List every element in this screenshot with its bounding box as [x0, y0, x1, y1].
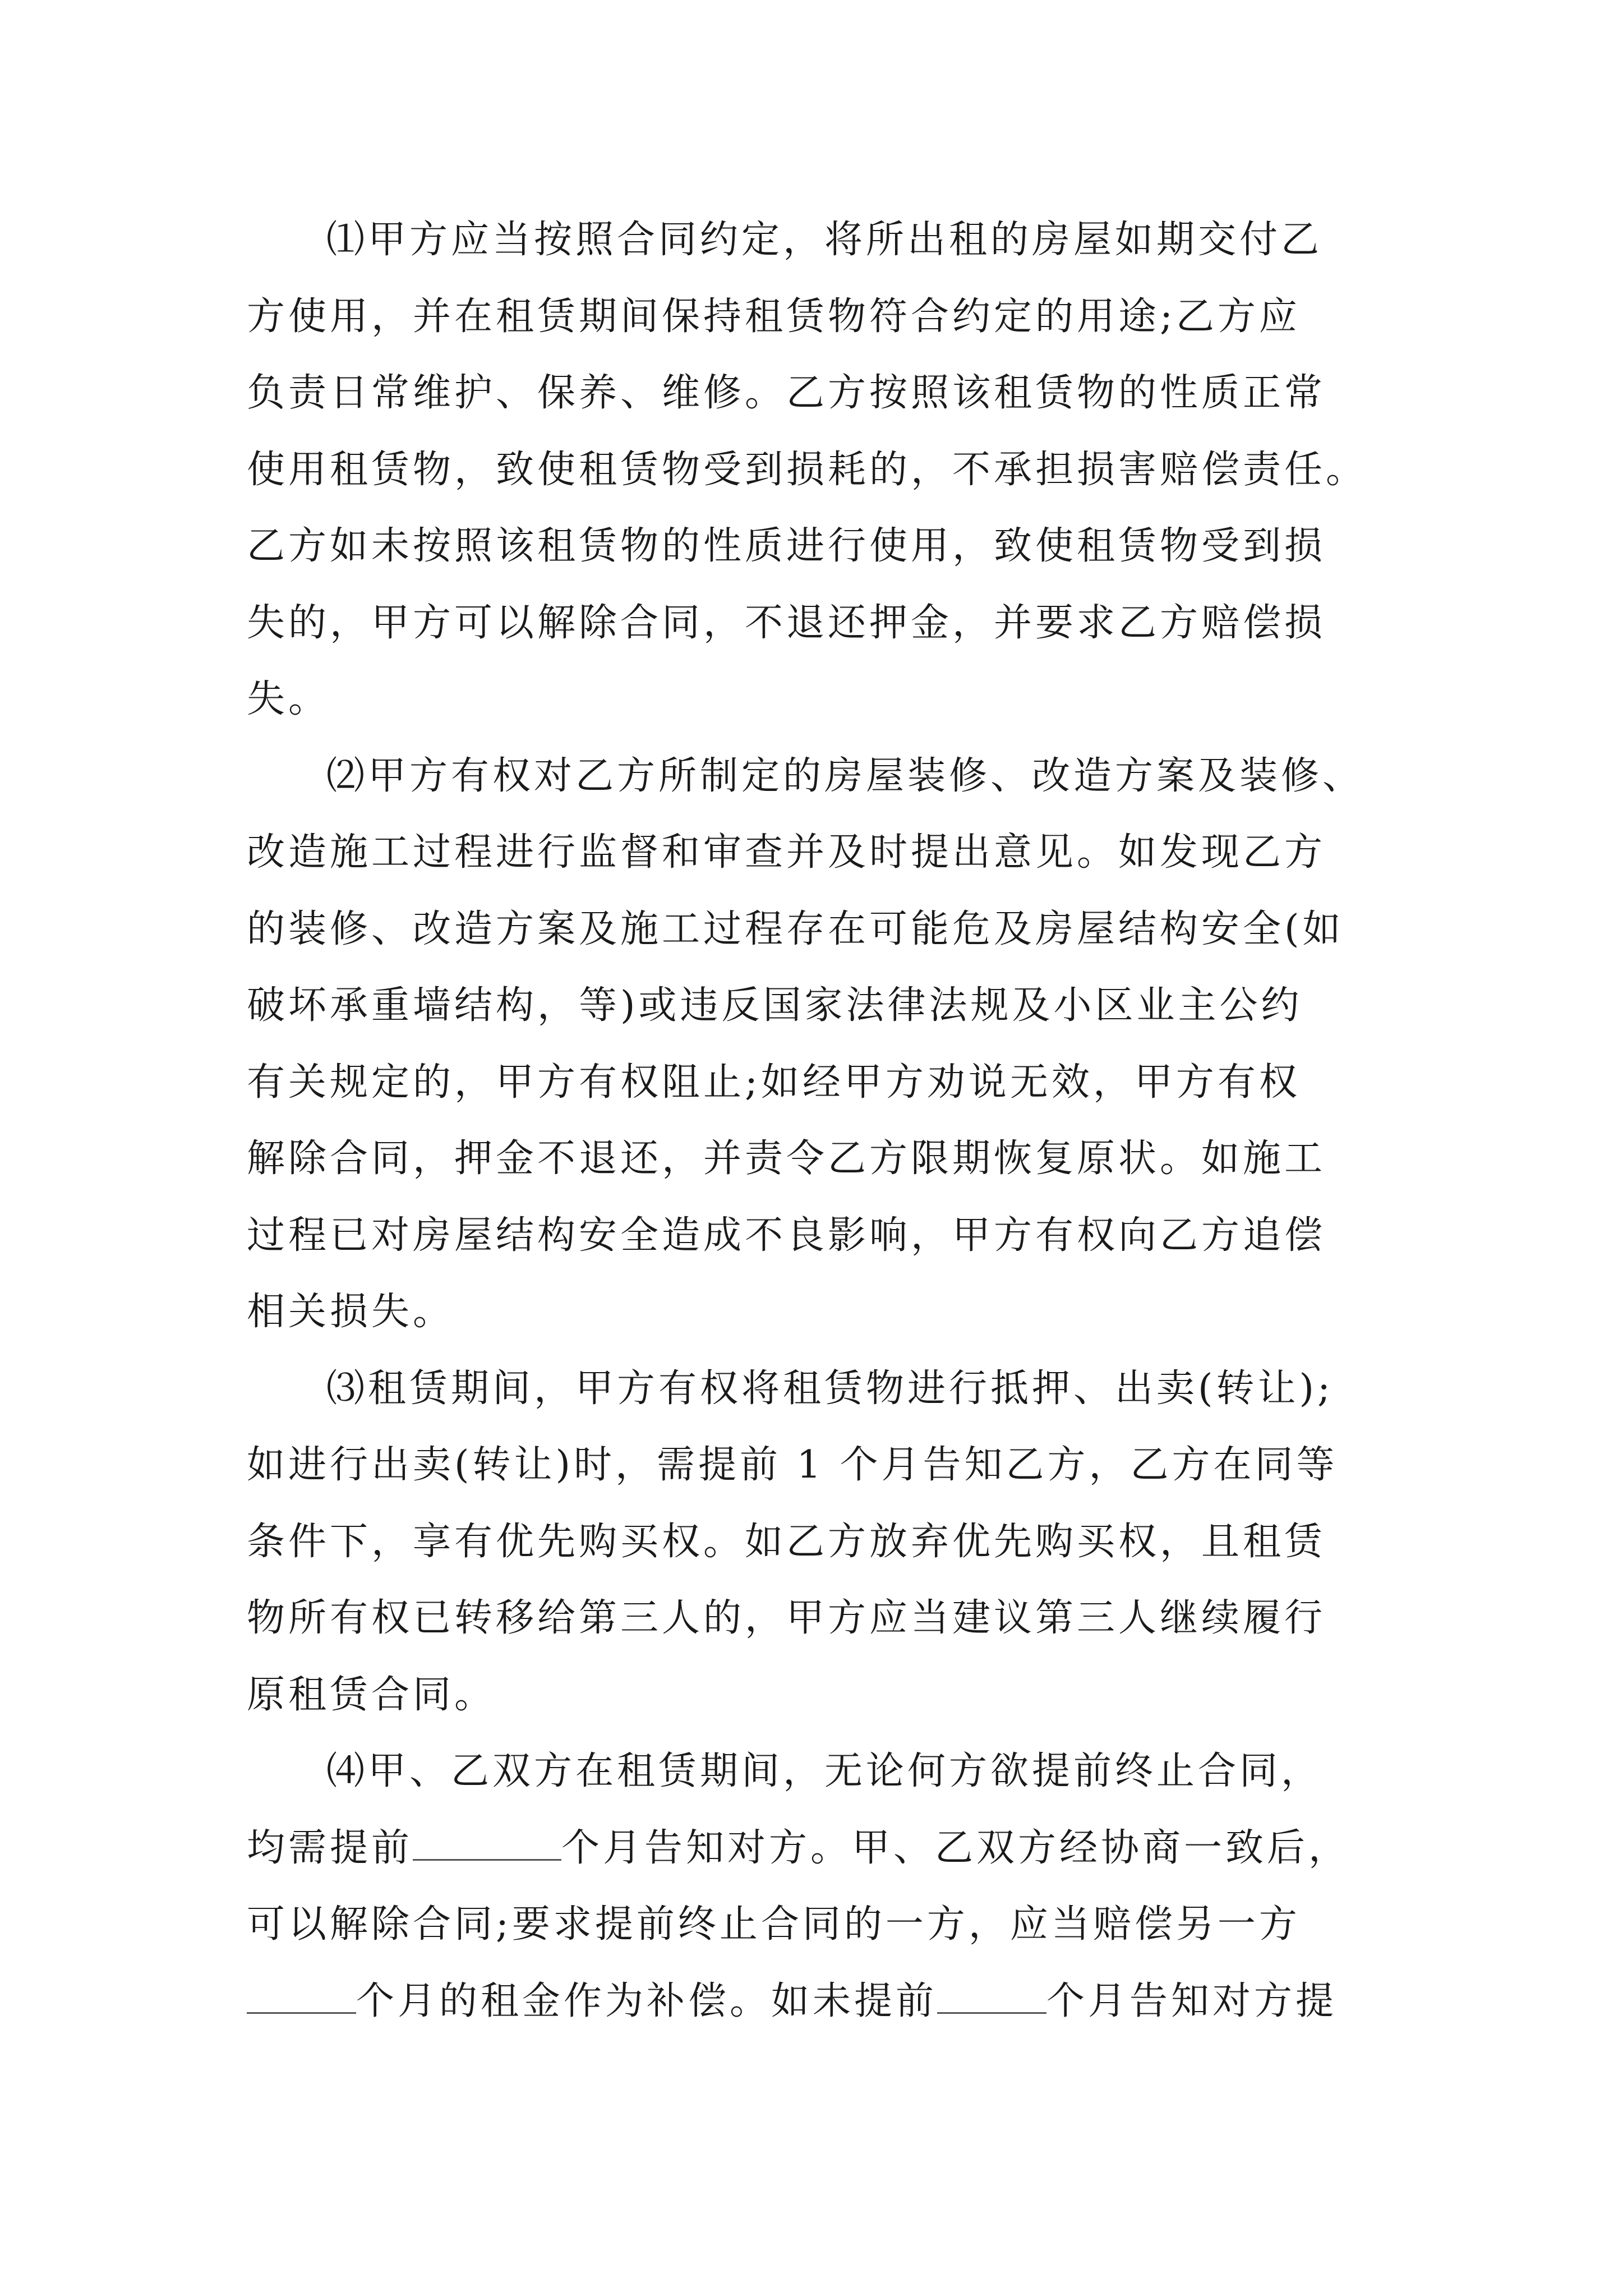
text-segment: 个月告知对方。甲、乙双方经协商一致后， [561, 1825, 1350, 1870]
text-line: ⑵甲方有权对乙方所制定的房屋装修、改造方案及装修、 [326, 753, 1364, 798]
text-line: 改造施工过程进行监督和审查并及时提出意见。如发现乙方 [247, 830, 1326, 875]
text-line: 可以解除合同;要求提前终止合同的一方，应当赔偿另一方 [247, 1902, 1301, 1947]
text-line: 方使用，并在租赁期间保持租赁物符合约定的用途;乙方应 [247, 294, 1301, 339]
text-segment: 均需提前 [247, 1825, 413, 1870]
text-line: 破坏承重墙结构，等)或违反国家法律法规及小区业主公约 [247, 983, 1303, 1028]
text-line: 原租赁合同。 [247, 1672, 496, 1717]
text-line: ⑶租赁期间，甲方有权将租赁物进行抵押、出卖(转让); [326, 1366, 1334, 1411]
text-line: 相关损失。 [247, 1290, 455, 1334]
clause-1-paragraph [247, 202, 1385, 738]
text-line: 有关规定的，甲方有权阻止;如经甲方劝说无效，甲方有权 [247, 1060, 1301, 1105]
text-line: 过程已对房屋结构安全造成不良影响，甲方有权向乙方追偿 [247, 1213, 1326, 1258]
text-line: 使用租赁物，致使租赁物受到损耗的，不承担损害赔偿责任。 [247, 447, 1368, 492]
text-line: 失的，甲方可以解除合同，不退还押金，并要求乙方赔偿损 [247, 600, 1326, 645]
text-line: 物所有权已转移给第三人的，甲方应当建议第三人继续履行 [247, 1596, 1326, 1640]
fill-in-blank [247, 1978, 356, 2014]
text-line [247, 1963, 1385, 2040]
fill-in-blank [413, 1825, 561, 1861]
clause-3-paragraph [247, 1351, 1385, 1734]
text-line [247, 1810, 1385, 1887]
fill-in-blank [937, 1978, 1046, 2014]
text-line: 如进行出卖(转让)时，需提前 1 个月告知乙方，乙方在同等 [247, 1443, 1338, 1487]
text-line: 负责日常维护、保养、维修。乙方按照该租赁物的性质正常 [247, 371, 1326, 415]
text-line: ⑷甲、乙双方在租赁期间，无论何方欲提前终止合同， [326, 1749, 1323, 1793]
clause-2-paragraph [247, 738, 1385, 1351]
document-body [247, 202, 1385, 2040]
text-line: 乙方如未按照该租赁物的性质进行使用，致使租赁物受到损 [247, 524, 1326, 568]
text-segment: 个月的租金作为补偿。如未提前 [356, 1978, 938, 2023]
text-line: 失。 [247, 677, 330, 721]
clause-4-paragraph [247, 1733, 1385, 2040]
text-segment: 个月告知对方提 [1046, 1978, 1338, 2023]
text-line: 条件下，享有优先购买权。如乙方放弃优先购买权，且租赁 [247, 1519, 1326, 1564]
text-line: 解除合同，押金不退还，并责令乙方限期恢复原状。如施工 [247, 1137, 1326, 1181]
text-line: ⑴甲方应当按照合同约定，将所出租的房屋如期交付乙 [326, 218, 1323, 262]
text-line: 的装修、改造方案及施工过程存在可能危及房屋结构安全(如 [247, 907, 1344, 951]
